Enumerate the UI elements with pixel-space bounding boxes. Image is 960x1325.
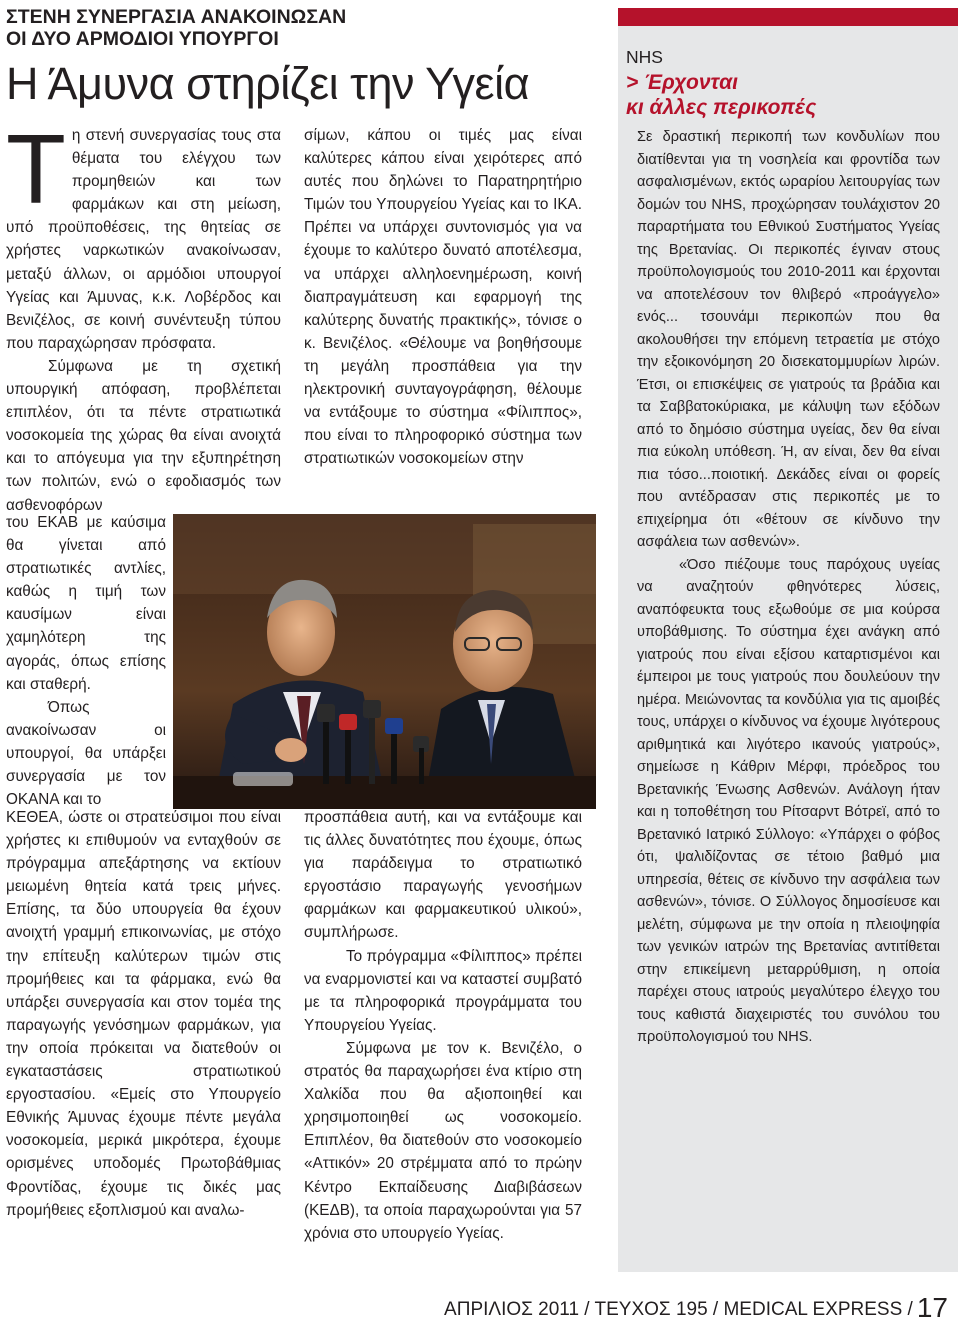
sidebar-body xyxy=(637,126,940,1236)
drop-cap: Τ xyxy=(6,114,66,224)
sidebar-paragraph: Σε δραστική περικοπή των κονδυλίων που διατίθενται για τη νοσηλεία και φροντίδα των ασφαλισμένων, εκτός ωραρίου λειτουργίας των δομών του NHS, προχώρησαν τουλάχιστον 20 παραρτήματα του Εθνικού Συστήματος Υγείας της Βρετανίας. Οι περικοπές έγιναν στους προϋπολογισμούς του 2010-2011 και έρχονται να αποτελέσουν τον θλιβερό «προάγγελο» ενός... τσουνάμι περικοπών που θα ακολουθήσει την επόμενη τετραετία με στόχο την εξοικονόμηση 20 δισεκατομμυρίων λιρών. Έτσι, οι επισκέψεις σε γιατρούς τα βράδια και τα Σαββατοκύριακα, με κάλυψη των εξόδων από το δημόσιο σύστημα υγείας, δεν θα είναι πια εύκολη υπόθεση. Ή, αν είναι, δεν θα είναι πια τόσο...ποιοτική. Δεκάδες είναι οι φορείς που αντέδρασαν στις περικοπές με το επιχείρημα ότι «θέτουν σε κίνδυνο την ασφάλεια των ασθενών». xyxy=(637,129,940,550)
kicker-line-2: ΟΙ ΔΥΟ ΑΡΜΟΔΙΟΙ ΥΠΟΥΡΓΟΙ xyxy=(6,28,279,50)
footer-issue-info: ΑΠΡΙΛΙΟΣ 2011 / ΤΕΥΧΟΣ 195 / MEDICAL EXPRESS / xyxy=(444,1299,913,1320)
article-column-1-bottom xyxy=(6,806,281,1271)
body-paragraph: προσπάθεια αυτή, και να εντάξουμε και τις άλλες δυνατότητες που έχουμε, όπως για παράδειγμα το στρατιωτικό εργοστάσιο παραγωγής γενοσήμων φαρμάκων και φαρμακευτικού υλικού», συμπλήρωσε. xyxy=(304,809,582,942)
intro-paragraph xyxy=(6,114,281,355)
article-column-1-middle xyxy=(6,511,166,809)
page-footer xyxy=(444,1293,948,1325)
sidebar-label: NHS xyxy=(626,47,663,67)
article-headline: Η Άμυνα στηρίζει την Υγεία xyxy=(6,58,530,109)
kicker-line-1: ΣΤΕΝΗ ΣΥΝΕΡΓΑΣΙΑ ΑΝΑΚΟΙΝΩΣΑΝ xyxy=(6,6,347,28)
intro-text: η στενή συνεργασίας τους στα θέματα του ελέγχου των προμηθειών και των φαρμάκων και στη μείωση, υπό προϋποθέσεις, της θητείας σε χρήστες ναρκωτικών ανακοίνωσαν, μεταξύ άλλων, οι αρμόδιοι υπουργοί Υγείας και Άμυνας, κ.κ. Λοβέρδος και Βενιζέλος, σε κοινή συνέντευξη τύπου που παραχώρησαν πρόσφατα. xyxy=(6,127,281,352)
sidebar-title xyxy=(626,70,946,120)
sidebar-accent-bar xyxy=(618,8,958,26)
sidebar-title-line-1: > Έρχονται xyxy=(626,71,738,94)
article-column-1-top xyxy=(6,114,281,514)
body-paragraph: σίμων, κάπου οι τιμές μας είναι καλύτερες κάπου είναι χειρότερες από αυτές που δηλώνει το Παρατηρητήριο Τιμών του Υπουργείου Υγείας και το ΙΚΑ. Πρέπει να υπάρχει συντονισμός για να έχουμε το καλύτερο δυνατό αποτέλεσμα, να υπάρχει αλληλοενημέρωση, κοινή διαπραγμάτευση και εφαρμογή της καλύτερης δυνατής πρακτικής», τόνισε ο κ. Βενιζέλος. «Θέλουμε να βοηθήσουμε τη μεγάλη προσπάθεια για την ηλεκτρονική συνταγογράφηση, θέλουμε να εντάξουμε το σύστημα «Φίλιππος», που είναι το πληροφορικό σύστημα των στρατιωτικών νοσοκομείων στην xyxy=(304,127,582,468)
article-kicker xyxy=(6,6,586,50)
body-paragraph: Σύμφωνα με τον κ. Βενιζέλο, ο στρατός θα παραχωρήσει ένα κτίριο στη Χαλκίδα που θα αξιοποιηθεί και χρησιμοποιηθεί ως νοσοκομείο. Επιπλέον, θα διατεθούν στο νοσοκομείο «Αττικόν» 20 στρέμματα από το πρώην Κέντρο Εκπαίδευσης Διαβιβάσεων (ΚΕΔΒ), τα οποία παραχωρούνται για 57 χρόνια στο υπουργείο Υγείας. xyxy=(304,1039,582,1242)
body-paragraph: Το πρόγραμμα «Φίλιππος» πρέπει να εναρμονιστεί και να καταστεί συμβατό με τα πληροφορικά προγράμματα του Υπουργείου Υγείας. xyxy=(304,947,582,1034)
sidebar-title-line-2: κι άλλες περικοπές xyxy=(626,96,817,119)
body-paragraph: Σύμφωνα με τη σχετική υπουργική απόφαση, προβλέπεται επιπλέον, ότι τα πέντε στρατιωτικά νοσοκομεία της χώρας θα είναι ανοιχτά και το απόγευμα για την εξυπηρέτηση των πολιτών, ενώ ο εφοδιασμός των ασθενοφόρων xyxy=(6,357,281,514)
body-paragraph: Όπως ανακοίνωσαν οι υπουργοί, θα υπάρξει συνεργασία με τον ΟΚΑΝΑ και το xyxy=(6,698,166,809)
article-column-2-top xyxy=(304,124,582,508)
body-paragraph: ΚΕΘΕΑ, ώστε οι στρατεύσιμοι που είναι χρήστες κι επιθυμούν να ενταχθούν σε πρόγραμμα απεξάρτησης να εκτίουν μειωμένη θητεία κατά τρεις μήνες. Επίσης, τα δύο υπουργεία θα έχουν ανοιχτή γραμμή επικοινωνίας, με στόχο την επίτευξη καλύτερων τιμών στις προμήθειες και τα φάρμακα, ενώ θα υπάρξει συνεργασία και στον τομέα της παραγωγής γενόσημων φαρμάκων, για την οποία πρόκειται να διατεθούν οι εγκαταστάσεις στρατιωτικού εργοστασίου. «Εμείς στο Υπουργείο Εθνικής Άμυνας έχουμε πέντε μεγάλα νοσοκομεία, μερικά μικρότερα, έχουμε ορισμένες υποδομές Πρωτοβάθμιας Φροντίδας, έχουμε τις δικές μας προμήθειες εξοπλισμού και αναλω- xyxy=(6,809,281,1219)
article-column-2-bottom xyxy=(304,806,582,1271)
sidebar-paragraph: «Όσο πιέζουμε τους παρόχους υγείας να αναζητούν φθηνότερες λύσεις, αναπόφευκτα τους εξωθούμε σε μια κούρσα υποβάθμισης. Το σύστημα έχει ανάγκη από γιατρούς που είναι εξίσου καταρτισμένοι και έμπειροι με τους γιατρούς που δουλεύουν την ημέρα. Μειώνοντας τα κονδύλια για τις αμοιβές τους, υπάρχει ο κίνδυνος να έχουμε λιγότερους αριθμητικά και λιγότερο ικανούς γιατρούς», σημείωσε η Κάθριν Μέρφι, πρόεδρος του Βρετανικής Ένωσης Ασθενών. Ανάλογη ήταν και η τοποθέτηση του Ρίτσαρντ Βότρεϊ, από το Βρετανικό Ιατρικό Σύλλογο: «Υπάρχει ο φόβος ότι, ψαλιδίζοντας σε τέτοιο βαθμό μια υπηρεσία, θέτεις σε κίνδυνο την ασφάλεια των ασθενών», τόνισε. Ο Σύλλογος δημοσίευσε και μελέτη, σύμφωνα με την οποία η πλειοψηφία των γενικών ιατρών της Βρετανίας αντιτίθεται στην επικείμενη μεταρρύθμιση, η οποία παρέχει στους ιατρούς μεγαλύτερο έλεγχο του τους καθιστά διαχειριστές του συνόλου του προϋπολογισμού του NHS. xyxy=(637,556,940,1045)
body-paragraph: του ΕΚΑΒ με καύσιμα θα γίνεται από στρατιωτικές αντλίες, καθώς η τιμή των καυσίμων είναι χαμηλότερη της αγοράς, όπως επίσης και σταθερή. xyxy=(6,514,166,693)
page-number: 17 xyxy=(916,1292,948,1323)
press-conference-photo xyxy=(173,514,596,809)
